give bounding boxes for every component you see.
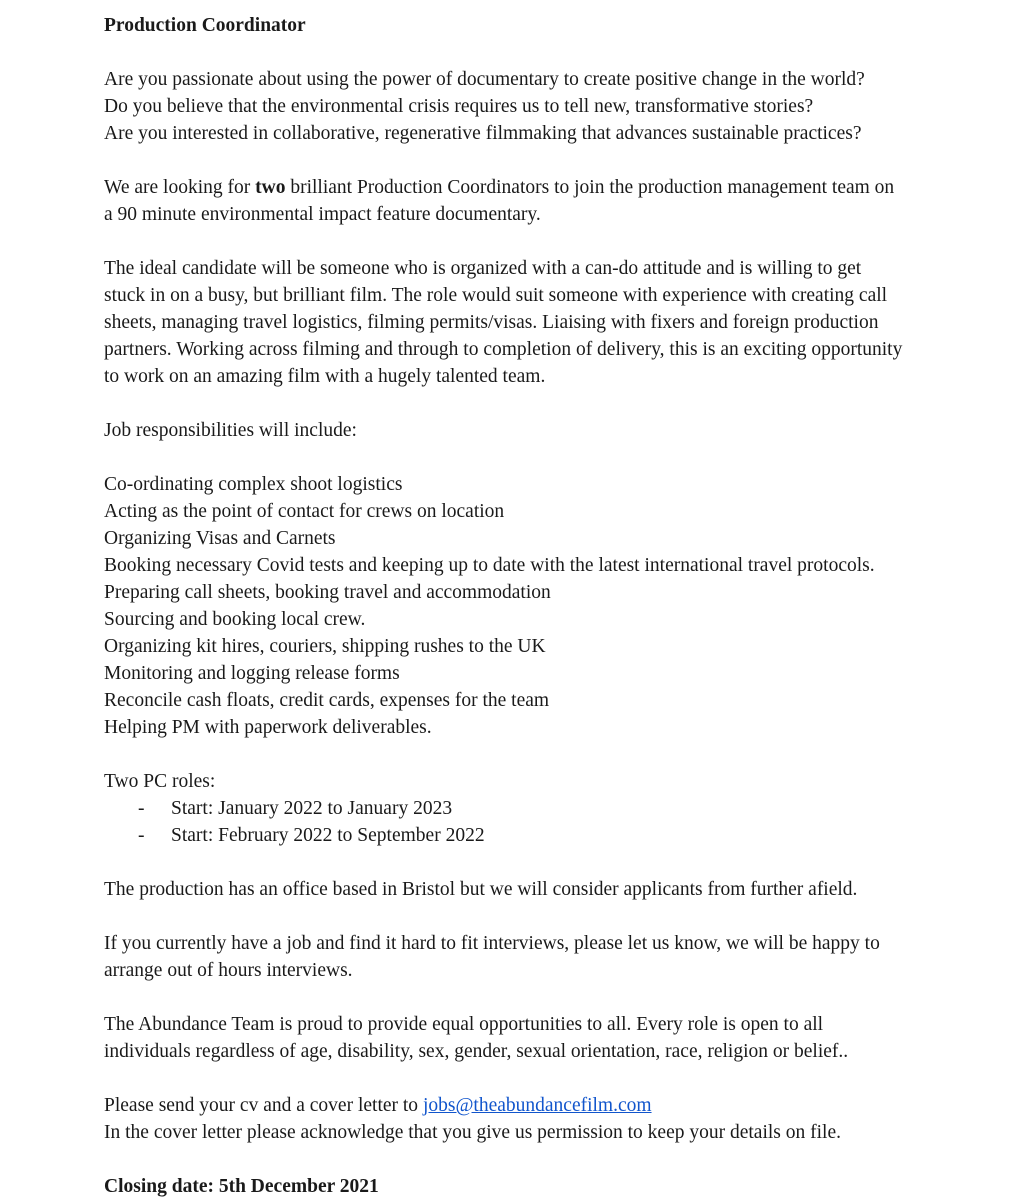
paragraph-line: If you currently have a job and find it hard to fit interviews, please let us know, we will be happy to: [104, 933, 880, 954]
paragraph-line: to work on an amazing film with a hugely talented team.: [104, 366, 546, 387]
interview-paragraph: [104, 930, 964, 984]
looking-for-line: a 90 minute environmental impact feature documentary.: [104, 204, 541, 225]
page-title: Production Coordinator: [104, 15, 306, 36]
job-posting: [104, 12, 964, 1200]
responsibilities-heading: Job responsibilities will include:: [104, 420, 357, 441]
intro-questions: [104, 66, 964, 147]
paragraph-line: The Abundance Team is proud to provide equal opportunities to all. Every role is open to all: [104, 1014, 824, 1035]
list-item: Organizing Visas and Carnets: [104, 528, 336, 549]
responsibilities-list: [104, 471, 964, 741]
dash-bullet: -: [138, 798, 145, 819]
closing-date: Closing date: 5th December 2021: [104, 1176, 379, 1197]
looking-for-text: We are looking for: [104, 177, 256, 198]
role-item: [104, 822, 964, 849]
intro-question: Are you interested in collaborative, regenerative filmmaking that advances sustainable practices?: [104, 123, 862, 144]
paragraph-line: sheets, managing travel logistics, filming permits/visas. Liaising with fixers and foreign production: [104, 312, 879, 333]
list-item: Helping PM with paperwork deliverables.: [104, 717, 432, 738]
looking-for-paragraph: [104, 174, 964, 228]
list-item: Booking necessary Covid tests and keeping up to date with the latest international travel protocols.: [104, 555, 875, 576]
email-link[interactable]: jobs@theabundancefilm.com: [422, 1095, 652, 1116]
paragraph-line: arrange out of hours interviews.: [104, 960, 353, 981]
apply-line: [104, 1092, 964, 1119]
list-item: Co-ordinating complex shoot logistics: [104, 474, 403, 495]
paragraph-line: individuals regardless of age, disability, sex, gender, sexual orientation, race, religion or belief..: [104, 1041, 849, 1062]
paragraph-line: stuck in on a busy, but brilliant film. The role would suit someone with experience with creating call: [104, 285, 888, 306]
ideal-candidate-paragraph: [104, 255, 964, 390]
looking-for-line: [104, 174, 964, 201]
looking-for-text: brilliant Production Coordinators to join the production management team on: [285, 177, 895, 198]
paragraph-line: The ideal candidate will be someone who is organized with a can-do attitude and is willing to get: [104, 258, 862, 279]
office-note: The production has an office based in Bristol but we will consider applicants from further afield.: [104, 879, 858, 900]
role-text: Start: January 2022 to January 2023: [171, 798, 453, 819]
list-item: Preparing call sheets, booking travel and accommodation: [104, 582, 551, 603]
paragraph-line: partners. Working across filming and through to completion of delivery, this is an exciting opportunity: [104, 339, 903, 360]
list-item: Organizing kit hires, couriers, shipping rushes to the UK: [104, 636, 546, 657]
intro-question: Are you passionate about using the power of documentary to create positive change in the world?: [104, 69, 865, 90]
cover-letter-note: In the cover letter please acknowledge that you give us permission to keep your details on file.: [104, 1122, 841, 1143]
dash-bullet: -: [138, 825, 145, 846]
list-item: Reconcile cash floats, credit cards, expenses for the team: [104, 690, 550, 711]
role-text: Start: February 2022 to September 2022: [171, 825, 485, 846]
list-item: Monitoring and logging release forms: [104, 663, 400, 684]
intro-question: Do you believe that the environmental crisis requires us to tell new, transformative stories?: [104, 96, 814, 117]
list-item: Sourcing and booking local crew.: [104, 609, 366, 630]
looking-for-count: two: [255, 177, 286, 198]
roles-list: [104, 795, 964, 849]
equal-opportunity-paragraph: [104, 1011, 964, 1065]
role-item: [104, 795, 964, 822]
apply-text: Please send your cv and a cover letter to: [104, 1095, 423, 1116]
list-item: Acting as the point of contact for crews on location: [104, 501, 505, 522]
roles-heading: Two PC roles:: [104, 771, 216, 792]
apply-paragraph: [104, 1092, 964, 1146]
